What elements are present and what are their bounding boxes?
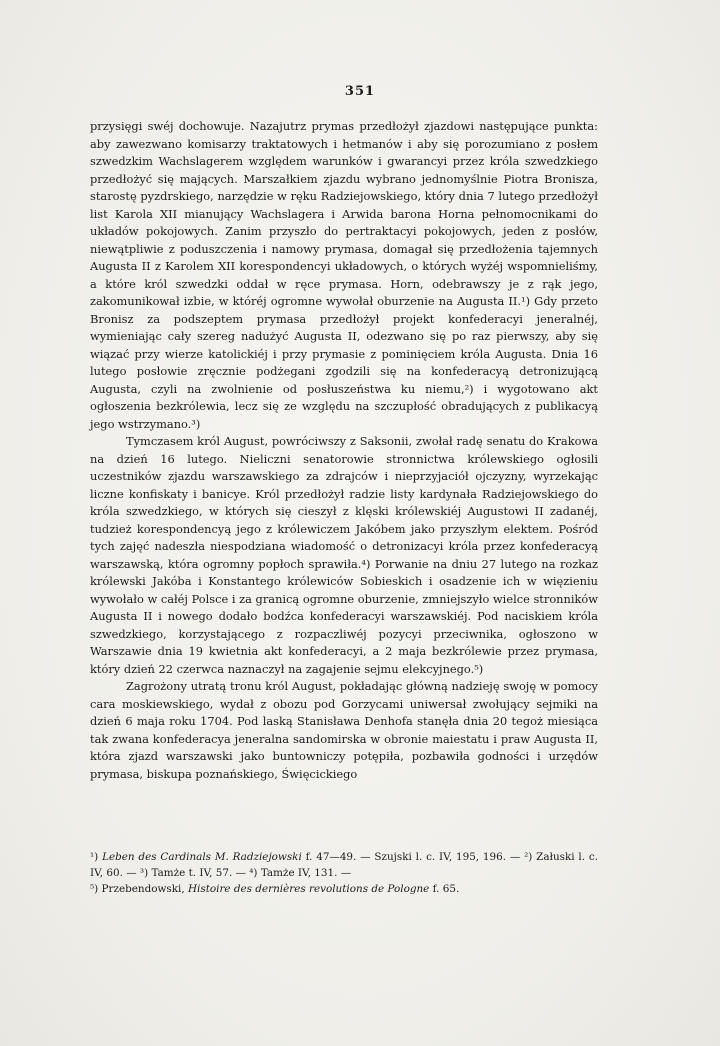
footnote-prefix: Przebendowski, [101, 883, 188, 895]
footnote-text: f. 65. [432, 883, 460, 895]
footnote-marker: ⁴) [249, 867, 258, 879]
footnote [90, 851, 524, 863]
footnote-marker: ²) [524, 851, 533, 863]
footnote-text: Tamże IV, 131. — [260, 867, 352, 879]
footnote-italic-title: Histoire des dernières revolutions de Pologne [187, 883, 430, 895]
footnote-italic-title: Leben des Cardinals M. Radziejowski [102, 851, 302, 863]
footnote-text: f. 47—49. — Szujski l. c. IV, 195, 196. — [305, 851, 525, 863]
body-text [90, 118, 598, 783]
page-number: 351 [344, 84, 376, 99]
footnote [140, 867, 249, 879]
footnote-marker: ¹) [90, 851, 99, 863]
paragraph: Tymczasem król August, powróciwszy z Saksonii, zwołał radę senatu do Krakowa na dzień 16 lutego. Nieliczni senatorowie stronnictwa królewskiego ogłosili uczestników zjazdu warszawskiego za zdrajców i nieprzyjaciół ojczyzny, wyrzekając liczne konfiskaty i banicye. Król przedłożył radzie listy kardynała Radziejowskiego do króla szwedzkiego, w których się cieszył z klęski królewskiéj Augustowi II zadanéj, tudzież korespondencyą jego z królewiczem Jakóbem jako przyszłym elektem. Pośród tych zajęć nadeszła niespodziana wiadomość o detronizacyi króla przez konfederacyą warszawską, która ogromny popłoch sprawiła.⁴) Porwanie na dniu 27 lutego na rozkaz królewski Jakóba i Konstantego królewiców Sobieskich i osadzenie ich w więzieniu wywołało w całéj Polsce i za granicą ogromne oburzenie, zmniejszyło wielce stronników Augusta II i nowego dodało bodźca konfederacyi warszawskiéj. Pod naciskiem króla szwedzkiego, korzystającego z rozpaczliwéj pozycyi przeciwnika, ogłoszono w Warszawie dnia 19 kwietnia akt konfederacyi, a 2 maja bezkrólewie przez prymasa, który dzień 22 czerwca naznaczył na zagajenie sejmu elekcyjnego.⁵) [90, 434, 599, 676]
footnote-marker: ⁵) [90, 883, 99, 895]
footnote-text: Tamże t. IV, 57. — [151, 867, 250, 879]
paragraph: Zagrożony utratą tronu król August, pokładając główną nadzieję swoję w pomocy cara moskiewskiego, wydał z obozu pod Gorzycami uniwersał zwołujący sejmiki na dzień 6 maja roku 1704. Pod laską Stanisława Denhofa stanęła dnia 20 tegoż miesiąca tak zwana konfederacya jeneralna sandomirska w obronie maiestatu i praw Augusta II, która zjazd warszawski jako buntowniczy potępiła, pozbawiła godności i urzędów prymasa, biskupa poznańskiego, Święcickiego [90, 679, 598, 781]
footnote-text: Załuski l. c. IV, 60. — [90, 851, 598, 879]
footnote-marker: ³) [139, 867, 149, 879]
paragraph: przysięgi swéj dochowuje. Nazajutrz prymas przedłożył zjazdowi następujące punkta: aby zawezwano komisarzy traktatowych i hetmanów i aby się porozumiano z posłem szwedzkim Wachslagerem względem warunków i gwarancyi przez króla szwedzkiego przedłożyć się mających. Marszałkiem zjazdu wybrano jednomyślnie Piotra Bronisza, starostę pyzdrskiego, narzędzie w ręku Radziejowskiego, który dnia 7 lutego przedłożył list Karola XII mianujący Wachslagera i Arwida barona Horna pełnomocnikami do układów pokojowych. Zanim przyszło do pertraktacyi pokojowych, jeden z posłów, niewątpliwie z poduszczenia i namowy prymasa, domagał się przedłożenia tajemnych Augusta II z Karolem XII korespondencyi układowych, o których wyżéj wspomnieliśmy, a które król szwedzki oddał w ręce prymasa. Horn, odebrawszy je z rąk jego, zakomunikował izbie, w któréj ogromne wywołał oburzenie na Augusta II.¹) Gdy przeto Bronisz za podszeptem prymasa przedłożył projekt konfederacyi jeneralnéj, wymieniając cały szereg nadużyć Augusta II, odezwano się po raz pierwszy, aby się wiązać przy wierze katolickiéj i przy prymasie z pominięciem króla Augusta. Dnia 16 lutego posłowie zręcznie podżegani zgodzili się na konfederacyą detronizującą Augusta, czyli na zwolnienie od posłuszeństwa ku niemu,²) i wygotowano akt ogłoszenia bezkrólewia, lecz się ze względu na szczupłość obradujących z publikacyą jego wstrzymano.³) [90, 119, 598, 431]
footnote [249, 867, 351, 879]
footnotes [90, 849, 598, 897]
footnote [90, 883, 459, 895]
